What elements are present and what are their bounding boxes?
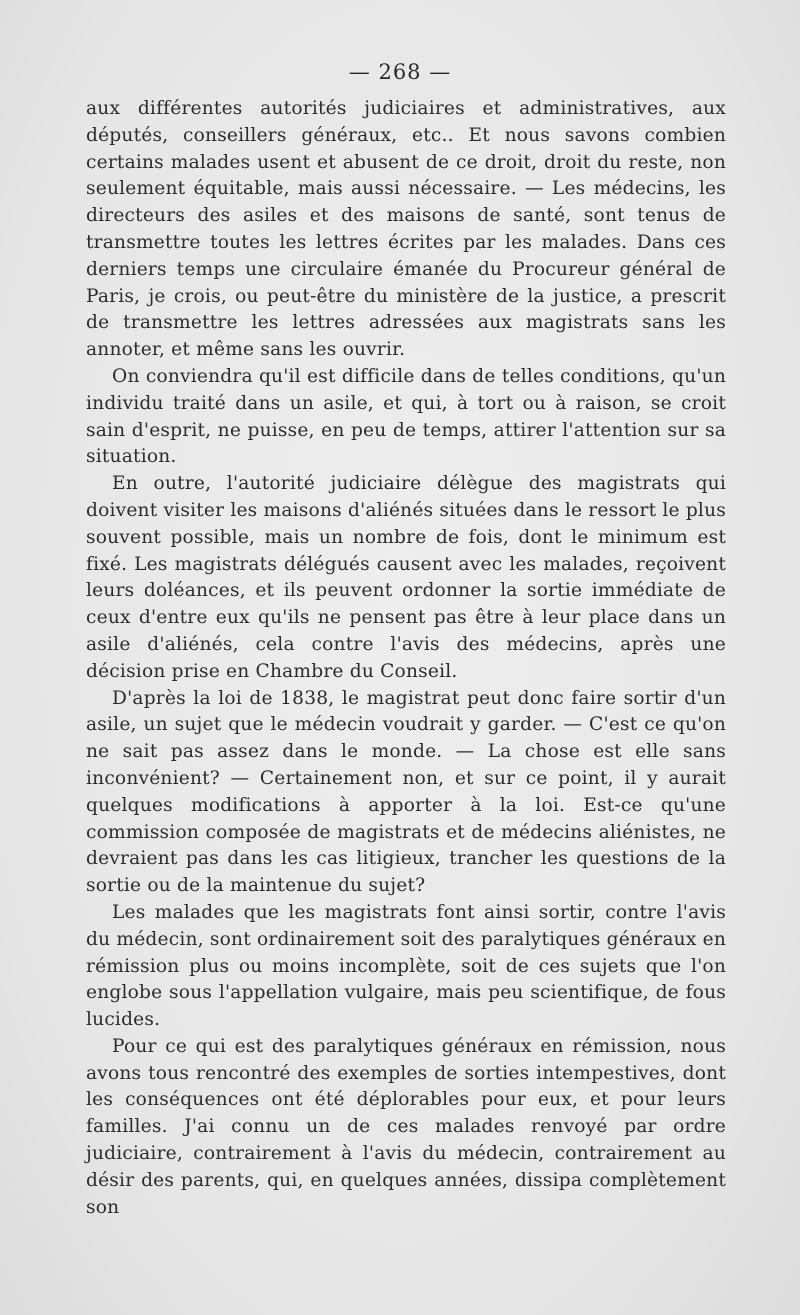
body-text	[86, 96, 726, 1221]
paragraph: On conviendra qu'il est difficile dans de telles conditions, qu'un individu traité dans un asile, et qui, à tort ou à raison, se croit sain d'esprit, ne puisse, en peu de temps, attirer l'attention sur sa situation.	[86, 365, 726, 468]
paragraph: D'après la loi de 1838, le magistrat peut donc faire sortir d'un asile, un sujet que le médecin voudrait y garder. — C'est ce qu'on ne sait pas assez dans le monde. — La chose est elle sans inconvénient? — Certainement non, et sur ce point, il y aurait quelques modifications à apporter à la loi. Est-ce qu'une commission composée de magistrats et de médecins aliénistes, ne devraient pas dans les cas litigieux, trancher les questions de la sortie ou de la maintenue du sujet?	[86, 687, 726, 897]
paragraph: En outre, l'autorité judiciaire délègue des magistrats qui doivent visiter les maisons d'aliénés situées dans le ressort le plus souvent possible, mais un nombre de fois, dont le minimum est fixé. Les magistrats délégués causent avec les malades, reçoivent leurs doléances, et ils peuvent ordonner la sortie immédiate de ceux d'entre eux qu'ils ne pensent pas être à leur place dans un asile d'aliénés, cela contre l'avis des médecins, après une décision prise en Chambre du Conseil.	[86, 473, 726, 682]
paragraph: Pour ce qui est des paralytiques généraux en rémission, nous avons tous rencontré des exemples de sorties intempestives, dont les conséquences ont été déplorables pour eux, et pour leurs familles. J'ai connu un de ces malades renvoyé par ordre judiciaire, contrairement à l'avis du médecin, contrairement au désir des parents, qui, en quelques années, dissipa complètement son	[86, 1035, 726, 1218]
paragraph: aux différentes autorités judiciaires et administratives, aux députés, conseillers généraux, etc.. Et nous savons combien certains malades usent et abusent de ce droit, droit du reste, non seulement équitable, mais aussi nécessaire. — Les médecins, les directeurs des asiles et des maisons de santé, sont tenus de transmettre toutes les lettres écrites par les malades. Dans ces derniers temps une circulaire émanée du Procureur général de Paris, je crois, ou peut-être du ministère de la justice, a prescrit de transmettre les lettres adressées aux magistrats sans les annoter, et même sans les ouvrir.	[86, 98, 726, 361]
page-number: — 268 —	[348, 60, 452, 84]
paragraph: Les malades que les magistrats font ainsi sortir, contre l'avis du médecin, sont ordinairement soit des paralytiques généraux en rémission plus ou moins incomplète, soit de ces sujets que l'on englobe sous l'appellation vulgaire, mais peu scientifique, de fous lucides.	[86, 901, 727, 1031]
